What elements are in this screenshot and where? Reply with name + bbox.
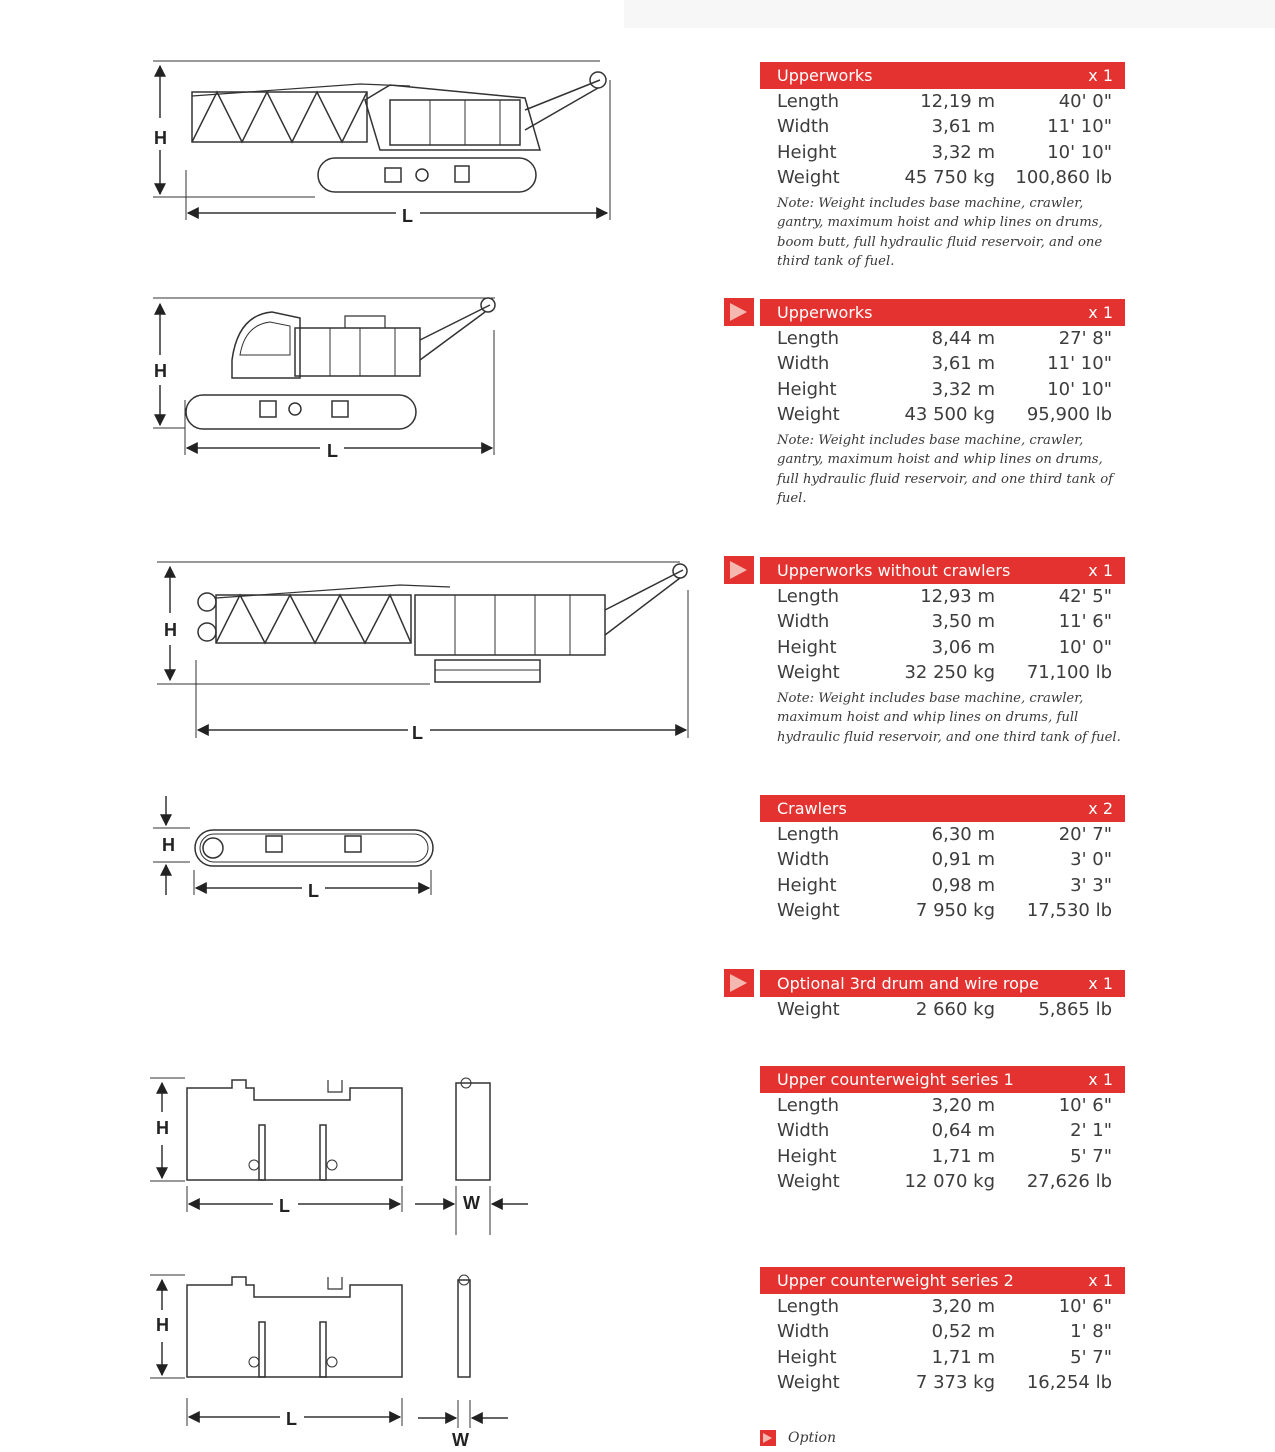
row-metric: 3,20 m bbox=[931, 1296, 995, 1317]
dim-h: H bbox=[156, 1118, 169, 1138]
row-metric: 0,52 m bbox=[931, 1321, 995, 1343]
dim-h: H bbox=[156, 1315, 169, 1335]
row-label: Height bbox=[777, 636, 837, 658]
row-imperial: 10' 0" bbox=[1058, 636, 1112, 658]
row-imperial: 5,865 lb bbox=[1038, 999, 1112, 1020]
row-metric: 7 950 kg bbox=[915, 899, 995, 921]
row-label: Weight bbox=[777, 166, 840, 188]
row-label: Length bbox=[777, 91, 840, 112]
row-metric: 3,61 m bbox=[931, 353, 995, 375]
drawing-upperworks-option bbox=[153, 298, 495, 461]
row-label: Width bbox=[777, 116, 830, 138]
legend-label: Option bbox=[788, 1430, 836, 1446]
dim-h: H bbox=[164, 620, 177, 640]
row-label: Weight bbox=[777, 661, 840, 683]
row-metric: 3,32 m bbox=[931, 378, 995, 400]
row-imperial: 1' 8" bbox=[1070, 1321, 1112, 1343]
row-metric: 1,71 m bbox=[931, 1145, 995, 1167]
drawing-counterweight-1 bbox=[150, 1078, 528, 1235]
spec-note: Note: Weight includes base machine, crawler, gantry, maximum hoist and whip lines on drums, full hydraulic fluid reservoir, and one third tank of fuel. bbox=[777, 433, 1114, 507]
row-imperial: 11' 10" bbox=[1047, 353, 1112, 375]
drawing-upperworks bbox=[153, 61, 610, 226]
row-metric: 12,19 m bbox=[920, 91, 995, 112]
row-label: Width bbox=[777, 1321, 830, 1343]
row-imperial: 40' 0" bbox=[1058, 91, 1112, 112]
dim-w: W bbox=[463, 1193, 480, 1213]
row-imperial: 11' 6" bbox=[1058, 611, 1112, 633]
drawing-crawler bbox=[153, 796, 433, 901]
row-metric: 43 500 kg bbox=[904, 403, 995, 425]
spec-title: Upperworks bbox=[777, 303, 873, 322]
row-metric: 1,71 m bbox=[931, 1346, 995, 1368]
row-metric: 3,20 m bbox=[931, 1095, 995, 1116]
row-imperial: 3' 3" bbox=[1070, 874, 1112, 896]
row-metric: 3,61 m bbox=[931, 116, 995, 138]
row-imperial: 10' 10" bbox=[1047, 378, 1112, 400]
row-imperial: 11' 10" bbox=[1047, 116, 1112, 138]
row-metric: 6,30 m bbox=[931, 824, 995, 845]
spec-title: Upper counterweight series 1 bbox=[777, 1070, 1014, 1089]
row-imperial: 10' 6" bbox=[1058, 1095, 1112, 1116]
row-imperial: 2' 1" bbox=[1070, 1120, 1112, 1142]
row-label: Length bbox=[777, 1095, 840, 1116]
dim-l: L bbox=[279, 1196, 290, 1216]
spec-title: Upperworks bbox=[777, 66, 873, 85]
spec-qty: x 2 bbox=[1088, 799, 1113, 818]
row-metric: 45 750 kg bbox=[904, 166, 995, 188]
row-label: Height bbox=[777, 1346, 837, 1368]
row-metric: 0,91 m bbox=[931, 849, 995, 871]
row-imperial: 27' 8" bbox=[1058, 328, 1112, 349]
dim-l: L bbox=[327, 441, 338, 461]
row-imperial: 5' 7" bbox=[1070, 1346, 1112, 1368]
row-imperial: 27,626 lb bbox=[1026, 1170, 1112, 1192]
row-imperial: 16,254 lb bbox=[1026, 1371, 1112, 1393]
spec-qty: x 1 bbox=[1088, 303, 1113, 322]
row-label: Width bbox=[777, 849, 830, 871]
row-imperial: 100,860 lb bbox=[1015, 166, 1112, 188]
row-imperial: 10' 10" bbox=[1047, 141, 1112, 163]
row-metric: 7 373 kg bbox=[915, 1371, 995, 1393]
row-metric: 32 250 kg bbox=[904, 661, 995, 683]
row-metric: 0,98 m bbox=[931, 874, 995, 896]
row-label: Height bbox=[777, 378, 837, 400]
row-label: Height bbox=[777, 141, 837, 163]
dim-l: L bbox=[286, 1409, 297, 1429]
row-imperial: 10' 6" bbox=[1058, 1296, 1112, 1317]
dim-l: L bbox=[402, 206, 413, 226]
spec-qty: x 1 bbox=[1088, 561, 1113, 580]
spec-title: Optional 3rd drum and wire rope bbox=[777, 974, 1039, 993]
row-label: Width bbox=[777, 611, 830, 633]
row-imperial: 95,900 lb bbox=[1026, 403, 1112, 425]
row-label: Weight bbox=[777, 999, 840, 1020]
row-imperial: 71,100 lb bbox=[1026, 661, 1112, 683]
row-label: Length bbox=[777, 1296, 840, 1317]
dim-l: L bbox=[308, 881, 319, 901]
drawing-counterweight-2 bbox=[150, 1275, 508, 1450]
row-imperial: 42' 5" bbox=[1058, 586, 1112, 607]
row-label: Weight bbox=[777, 1371, 840, 1393]
row-metric: 3,32 m bbox=[931, 141, 995, 163]
row-metric: 12 070 kg bbox=[904, 1170, 995, 1192]
spec-qty: x 1 bbox=[1088, 1070, 1113, 1089]
dim-l: L bbox=[412, 723, 423, 743]
row-imperial: 17,530 lb bbox=[1026, 899, 1112, 921]
row-label: Weight bbox=[777, 899, 840, 921]
row-label: Height bbox=[777, 1145, 837, 1167]
spec-qty: x 1 bbox=[1088, 66, 1113, 85]
row-metric: 3,50 m bbox=[931, 611, 995, 633]
row-imperial: 20' 7" bbox=[1058, 824, 1112, 845]
row-imperial: 3' 0" bbox=[1070, 849, 1112, 871]
spec-note: Note: Weight includes base machine, crawler, gantry, maximum hoist and whip lines on drums, boom butt, full hydraulic fluid reservoir, and one third tank of fuel. bbox=[777, 196, 1103, 270]
row-label: Width bbox=[777, 1120, 830, 1142]
row-metric: 3,06 m bbox=[931, 636, 995, 658]
row-label: Length bbox=[777, 586, 840, 607]
spec-note: Note: Weight includes base machine, crawler, maximum hoist and whip lines on drums, full hydraulic fluid reservoir, and one third tank of fuel. bbox=[777, 691, 1121, 745]
spec-qty: x 1 bbox=[1088, 1271, 1113, 1290]
row-metric: 12,93 m bbox=[920, 586, 995, 607]
row-metric: 0,64 m bbox=[931, 1120, 995, 1142]
dim-h: H bbox=[162, 835, 175, 855]
row-label: Weight bbox=[777, 1170, 840, 1192]
dim-w: W bbox=[452, 1430, 469, 1450]
row-label: Length bbox=[777, 824, 840, 845]
row-label: Weight bbox=[777, 403, 840, 425]
row-label: Width bbox=[777, 353, 830, 375]
spec-title: Upper counterweight series 2 bbox=[777, 1271, 1014, 1290]
row-imperial: 5' 7" bbox=[1070, 1145, 1112, 1167]
row-metric: 2 660 kg bbox=[915, 999, 995, 1020]
row-label: Length bbox=[777, 328, 840, 349]
spec-title: Crawlers bbox=[777, 799, 847, 818]
row-label: Height bbox=[777, 874, 837, 896]
drawing-upperworks-without-crawlers bbox=[157, 562, 688, 743]
dim-h: H bbox=[154, 361, 167, 381]
spec-title: Upperworks without crawlers bbox=[777, 561, 1011, 580]
spec-qty: x 1 bbox=[1088, 974, 1113, 993]
dim-h: H bbox=[154, 128, 167, 148]
row-metric: 8,44 m bbox=[931, 328, 995, 349]
